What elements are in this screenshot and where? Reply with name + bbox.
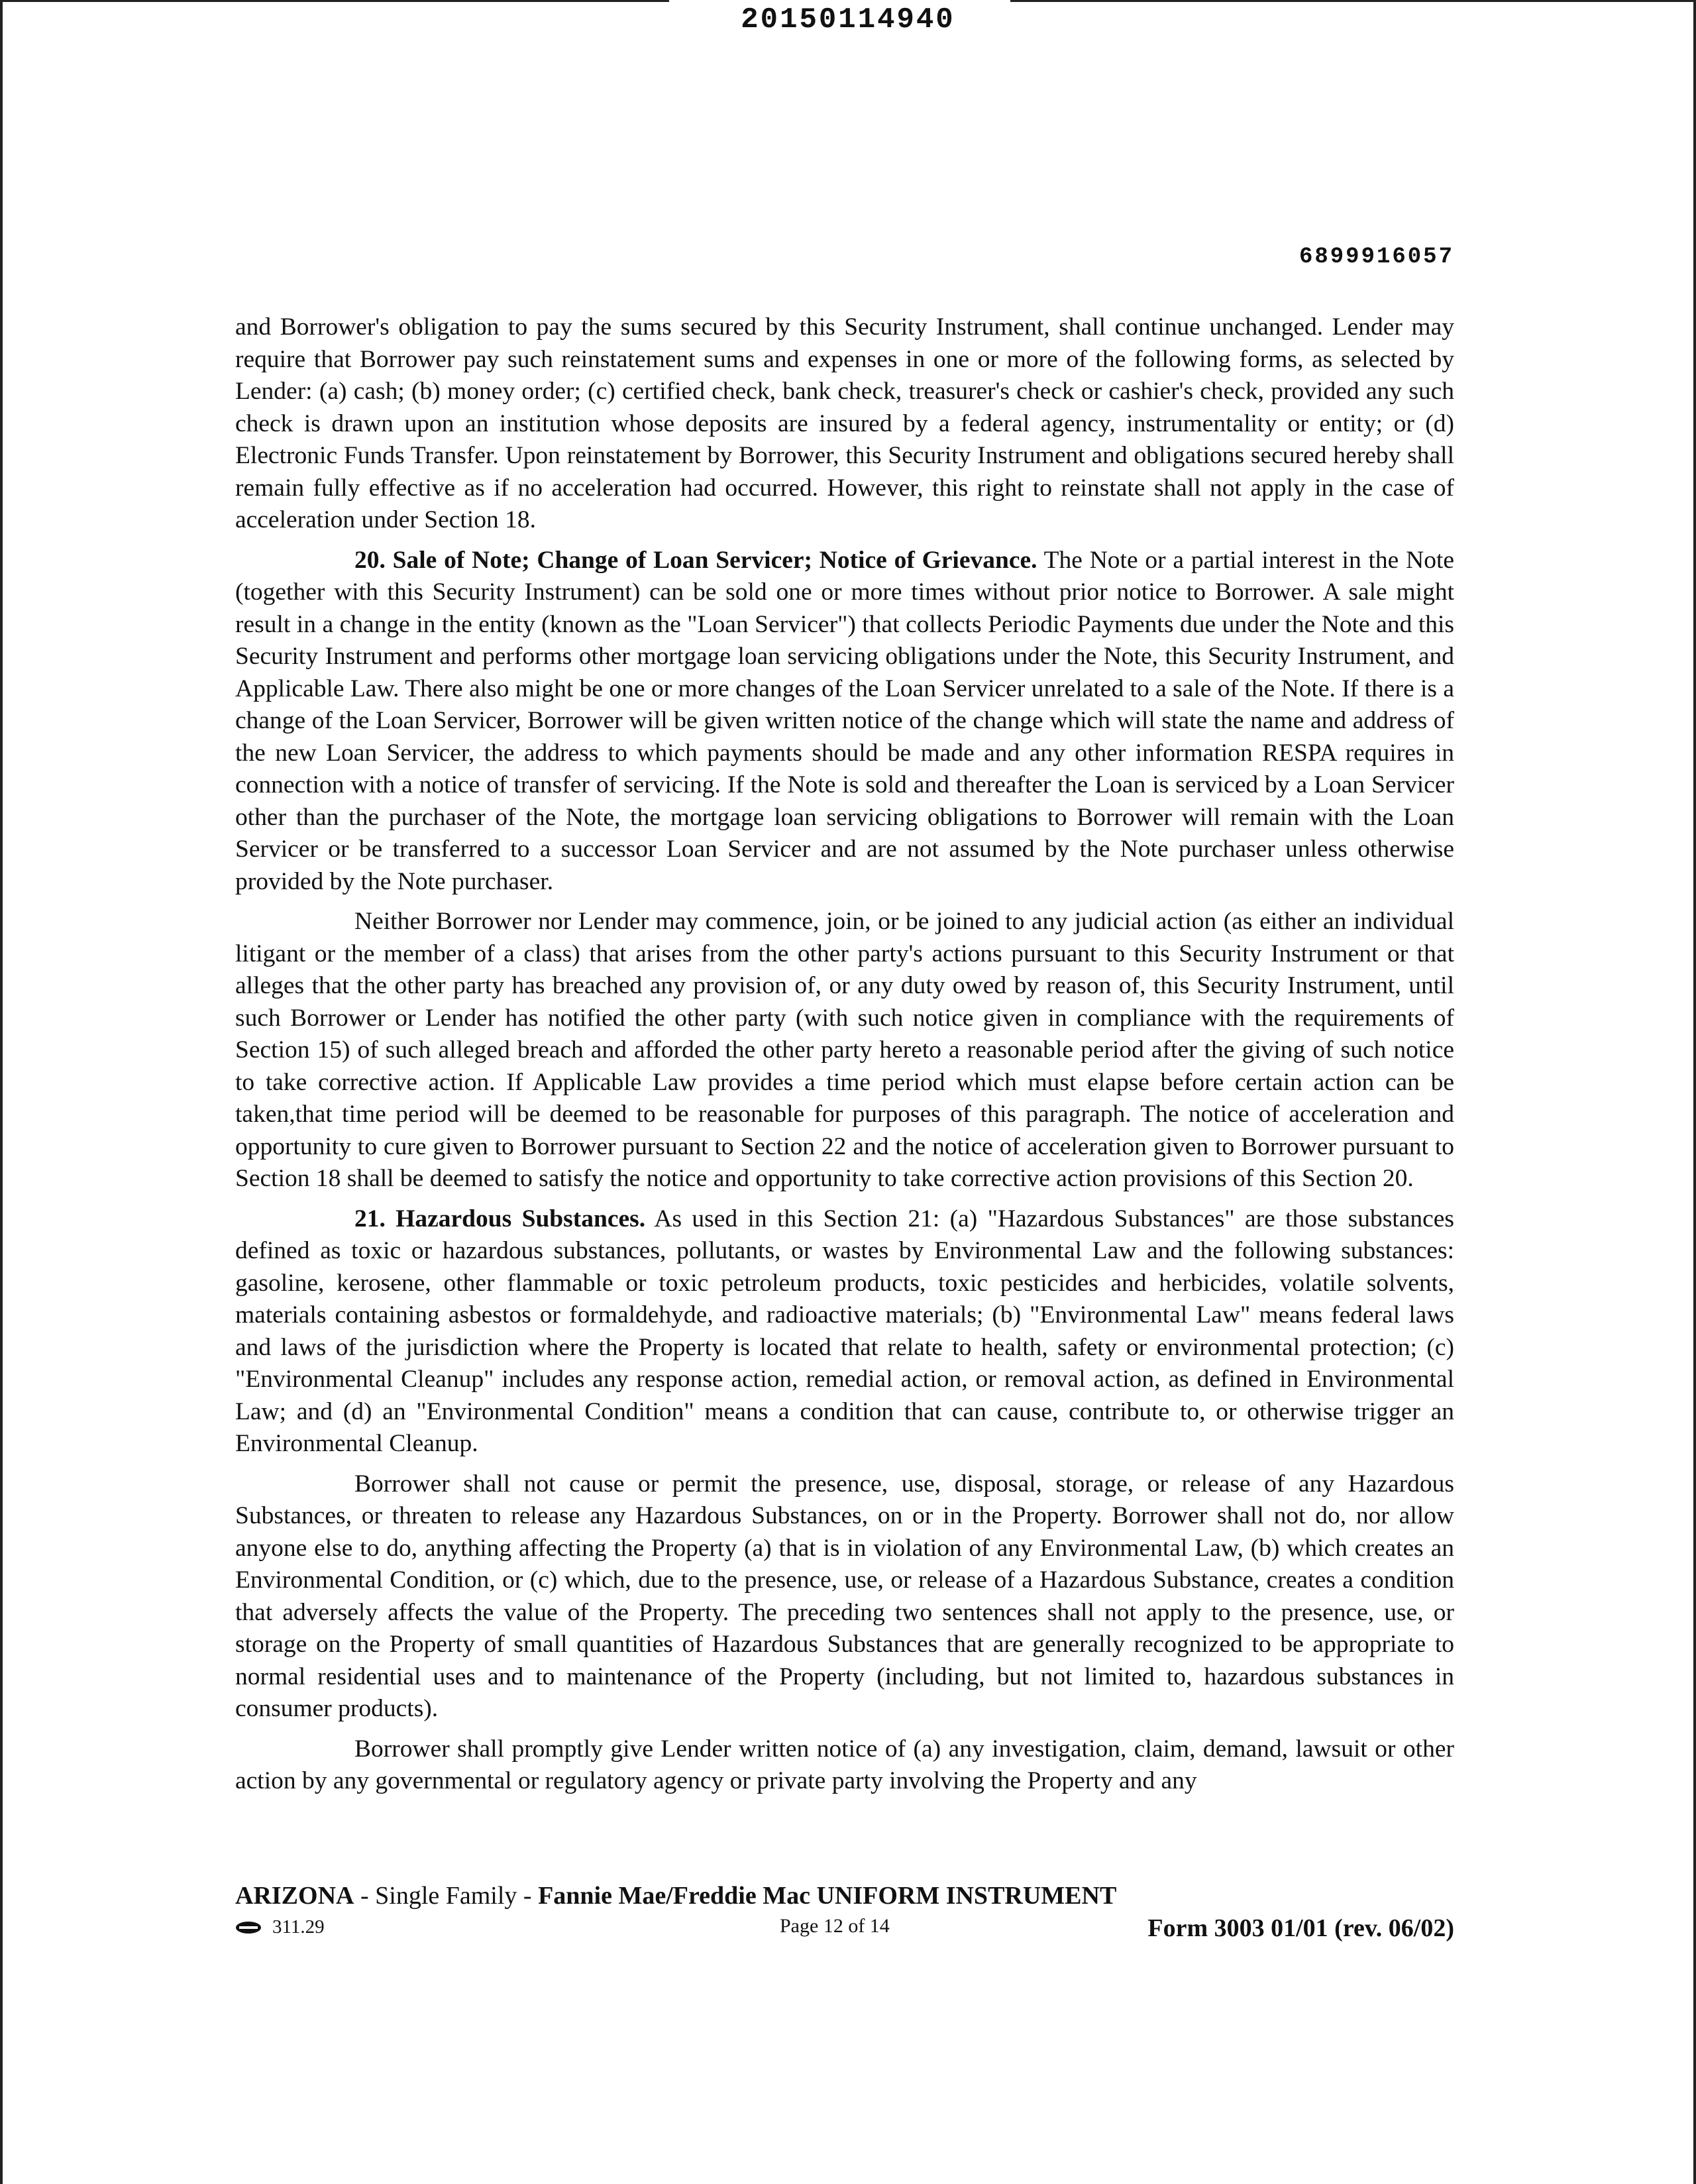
paragraph-reinstatement: and Borrower's obligation to pay the sums secured by this Security Instrument, shall continue unchanged. Lender may require that Borrower pay such reinstatement sums and expenses in one or more of the following forms, as selected by Lender: (a) cash; (b) money order; (c) certified check, bank check, treasurer's check or cashier's check, provided any such check is drawn upon an institution whose deposits are insured by a federal agency, instrumentality or entity; or (d) Electronic Funds Transfer. Upon reinstatement by Borrower, this Security Instrument and obligations secured hereby shall remain fully effective as if no acceleration had occurred. However, this right to reinstate shall not apply in the case of acceleration under Section 18. — [235, 313, 1454, 533]
page-number: Page 12 of 14 — [780, 1915, 890, 1937]
scan-border-top-right — [1010, 0, 1696, 2]
footer-separator: - Single Family - — [354, 1882, 539, 1910]
footer-state: ARIZONA — [235, 1882, 354, 1910]
section-20-paragraph-2: Neither Borrower nor Lender may commence, join, or be joined to any judicial action (as either an individual litigant or the member of a class) that arises from the other party's actions pursuant to this Security Instrument or that alleges that the other party has breached any provision of, or any duty owed by reason of, this Security Instrument, until such Borrower or Lender has notified the other party (with such notice given in compliance with the requirements of Section 15) of such alleged breach and afforded the other party hereto a reasonable period after the giving of such notice to take corrective action. If Applicable Law provides a time period which must elapse before certain action can be taken,that time period will be deemed to be reasonable for purposes of this paragraph. The notice of acceleration and opportunity to cure given to Borrower pursuant to Section 22 and the notice of acceleration given to Borrower pursuant to Section 18 shall be deemed to satisfy the notice and opportunity to take corrective action provisions of this Section 20. — [235, 908, 1454, 1192]
section-21-text: As used in this Section 21: (a) "Hazardous Substances" are those substances defined as toxic or hazardous substances, pollutants, or wastes by Environmental Law and the following substances: gasoline, kerosene, other flammable or toxic petroleum products, toxic pesticides and herbicides, volatile solvents, materials containing asbestos or formaldehyde, and radioactive materials; (b) "Environmental Law" means federal laws and laws of the jurisdiction where the Property is located that relate to health, safety or environmental protection; (c) "Environmental Cleanup" includes any response action, remedial action, or removal action, as defined in Environmental Law; and (d) an "Environmental Condition" means a condition that can cause, contribute to, or otherwise trigger an Environmental Cleanup. — [235, 1205, 1454, 1457]
footer-form-code-group — [235, 1916, 325, 1938]
section-20-text: The Note or a partial interest in the Note (together with this Security Instrument) can be sold one or more times without prior notice to Borrower. A sale might result in a change in the entity (known as the "Loan Servicer") that collects Periodic Payments due under the Note and this Security Instrument and performs other mortgage loan servicing obligations under the Note, this Security Instrument, and Applicable Law. There also might be one or more changes of the Loan Servicer unrelated to a sale of the Note. If there is a change of the Loan Servicer, Borrower will be given written notice of the change which will state the name and address of the new Loan Servicer, the address to which payments should be made and any other information RESPA requires in connection with a notice of transfer of servicing. If the Note is sold and thereafter the Loan is serviced by a Loan Servicer other than the purchaser of the Note, the mortgage loan servicing obligations to Borrower will remain with the Loan Servicer or be transferred to a successor Loan Servicer and are not assumed by the Note purchaser unless otherwise provided by the Note purchaser. — [235, 546, 1455, 895]
footer-form-code: 311.29 — [272, 1916, 325, 1938]
footer-instrument-line — [235, 1881, 1454, 1911]
section-21-paragraph — [235, 1203, 1454, 1460]
footer-instrument: Fannie Mae/Freddie Mac UNIFORM INSTRUMENT — [538, 1882, 1117, 1910]
document-body — [235, 311, 1454, 1806]
footer-meta-line — [235, 1911, 1454, 1945]
page-footer — [235, 1881, 1454, 1945]
form-id: Form 3003 01/01 (rev. 06/02) — [1147, 1914, 1454, 1942]
publisher-logo-icon — [235, 1920, 262, 1935]
scan-border-right — [1693, 0, 1696, 2184]
section-20-heading: 20. Sale of Note; Change of Loan Servicer; Notice of Grievance. — [354, 546, 1037, 574]
section-21-paragraph-3: Borrower shall promptly give Lender written notice of (a) any investigation, claim, demand, lawsuit or other action by any governmental or regulatory agency or private party involving the Property and any — [235, 1735, 1454, 1794]
scan-border-left — [0, 0, 3, 2184]
loan-number: 6899916057 — [1298, 245, 1454, 270]
section-21-paragraph-2: Borrower shall not cause or permit the presence, use, disposal, storage, or release of any Hazardous Substances, or threaten to release any Hazardous Substances, on or in the Property. Borrower shall not do, nor allow anyone else to do, anything affecting the Property (a) that is in violation of any Environmental Law, (b) which creates an Environmental Condition, or (c) which, due to the presence, use, or release of a Hazardous Substance, creates a condition that adversely affects the value of the Property. The preceding two sentences shall not apply to the presence, use, or storage on the Property of small quantities of Hazardous Substances that are generally recognized to be appropriate to normal residential uses and to maintenance of the Property (including, but not limited to, hazardous substances in consumer products). — [235, 1470, 1454, 1722]
section-21-heading: 21. Hazardous Substances. — [354, 1205, 646, 1232]
scan-border-top-left — [0, 0, 669, 2]
section-20-paragraph — [235, 545, 1454, 899]
recording-number: 20150114940 — [741, 3, 955, 36]
